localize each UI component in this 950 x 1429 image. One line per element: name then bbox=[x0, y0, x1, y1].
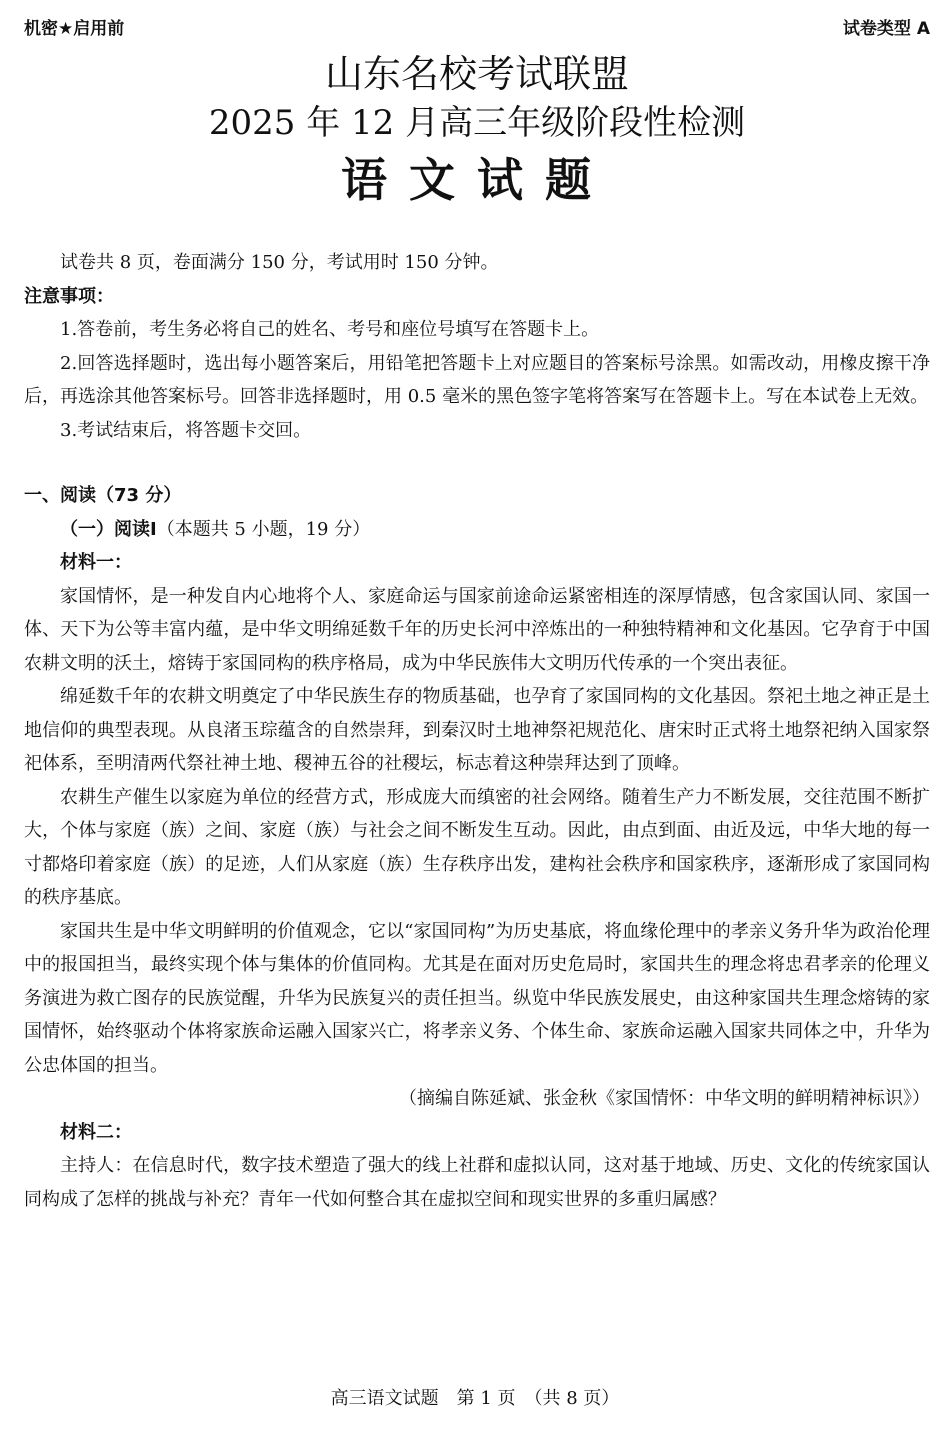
material1-paragraph: 家国情怀，是一种发自内心地将个人、家庭命运与国家前途命运紧密相连的深厚情感，包含家国认同、家国一体、天下为公等丰富内蕴，是中华文明绵延数千年的历史长河中淬炼出的一种独特精神和文化基因。它孕育于中国农耕文明的沃土，熔铸于家国同构的秩序格局，成为中华民族伟大文明历代传承的一个突出表征。 bbox=[24, 585, 930, 674]
material2-paragraph: 主持人：在信息时代，数字技术塑造了强大的线上社群和虚拟认同，这对基于地域、历史、文化的传统家国认同构成了怎样的挑战与补充？青年一代如何整合其在虚拟空间和现实世界的多重归属感？ bbox=[24, 1155, 930, 1210]
spacer bbox=[24, 447, 930, 479]
exam-body bbox=[24, 246, 930, 1216]
note-item-3: 3.考试结束后，将答题卡交回。 bbox=[60, 419, 312, 441]
note-item-2: 2.回答选择题时，选出每小题答案后，用铅笔把答题卡上对应题目的答案标号涂黑。如需改动，用橡皮擦干净后，再选涂其他答案标号。回答非选择题时，用 0.5 毫米的黑色签字笔将答案写在答题卡上。写在本试卷上无效。 bbox=[24, 352, 930, 407]
material1-paragraph: 绵延数千年的农耕文明奠定了中华民族生存的物质基础，也孕育了家国同构的文化基因。祭祀土地之神正是土地信仰的典型表现。从良渚玉琮蕴含的自然崇拜，到秦汉时土地神祭祀规范化、唐宋时正式将土地祭祀纳入国家祭祀体系，至明清两代祭社神土地、稷神五谷的社稷坛，标志着这种崇拜达到了顶峰。 bbox=[24, 686, 930, 774]
top-bar bbox=[24, 14, 930, 38]
subject-title: 语文试题 bbox=[341, 153, 613, 207]
material1-paragraph: 家国共生是中华文明鲜明的价值观念，它以“家国同构”为历史基底，将血缘伦理中的孝亲义务升华为政治伦理中的报国担当，最终实现个体与集体的价值同构。尤其是在面对历史危局时，家国共生的理念将忠君孝亲的伦理义务演进为救亡图存的民族觉醒，升华为民族复兴的责任担当。纵览中华民族发展史，由这种家国共生理念熔铸的家国情怀，始终驱动个体将家族命运融入国家兴亡，将孝亲义务、个体生命、家族命运融入国家共同体之中，升华为公忠体国的担当。 bbox=[24, 920, 930, 1076]
subsection-info: （本题共 5 小题，19 分） bbox=[156, 518, 371, 540]
exam-org-title: 山东名校考试联盟 bbox=[324, 52, 629, 96]
material1-paragraph: 农耕生产催生以家庭为单位的经营方式，形成庞大而缜密的社会网络。随着生产力不断发展，交往范围不断扩大，个体与家庭（族）之间、家庭（族）与社会之间不断发生互动。因此，由点到面、由近及远，中华大地的每一寸都烙印着家庭（族）的足迹，人们从家庭（族）生存秩序出发，建构社会秩序和国家秩序，逐渐形成了家国同构的秩序基底。 bbox=[24, 786, 930, 908]
intro-text: 试卷共 8 页，卷面满分 150 分，考试用时 150 分钟。 bbox=[60, 252, 499, 273]
material1-label: 材料一： bbox=[60, 552, 132, 573]
exam-date-title: 2025 年 12 月高三年级阶段性检测 bbox=[208, 103, 746, 143]
section-heading: 一、阅读（73 分） bbox=[24, 485, 182, 506]
page-footer: 高三语文试题 第 1 页 （共 8 页） bbox=[330, 1388, 620, 1409]
material2-label: 材料二： bbox=[60, 1121, 132, 1143]
note-item-1: 1.答卷前，考生务必将自己的姓名、考号和座位号填写在答题卡上。 bbox=[60, 319, 600, 340]
notes-heading: 注意事项： bbox=[24, 285, 114, 307]
material1-source: （摘编自陈延斌、张金秋《家国情怀：中华文明的鲜明精神标识》） bbox=[399, 1088, 930, 1109]
subsection-title: （一）阅读Ⅰ bbox=[60, 518, 157, 540]
subsection-heading bbox=[24, 513, 930, 547]
confidential-mark: 机密★启用前 bbox=[24, 19, 125, 39]
exam-page bbox=[24, 14, 930, 1216]
paper-type: 试卷类型 A bbox=[842, 19, 930, 39]
